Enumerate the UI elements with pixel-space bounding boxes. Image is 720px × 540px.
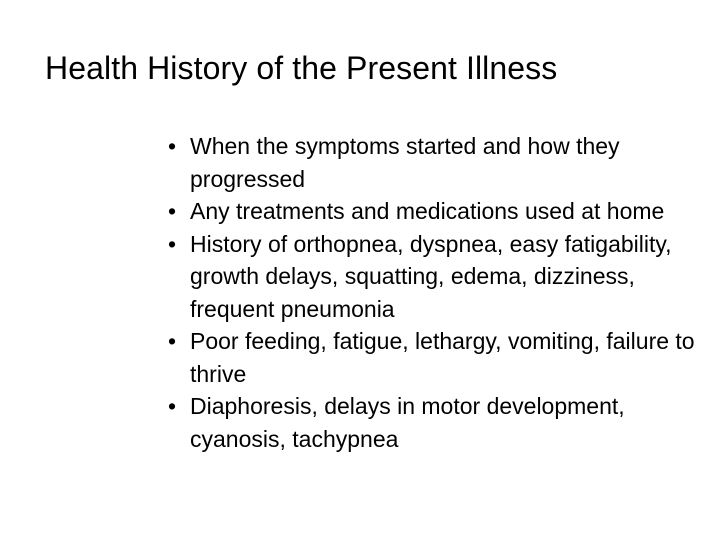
bullet-point-icon: • (167, 198, 177, 224)
bullet-point-icon: • (167, 393, 177, 419)
bullet-item (165, 390, 713, 455)
bullet-text: When the symptoms started and how they progressed (190, 133, 620, 192)
bullet-text: Diaphoresis, delays in motor development, cyanosis, tachypnea (190, 393, 625, 452)
slide-title: Health History of the Present Illness (45, 50, 558, 86)
bullet-list (165, 130, 713, 455)
bullet-text: Any treatments and medications used at home (190, 198, 665, 224)
bullet-point-icon: • (167, 230, 177, 257)
bullet-item (165, 325, 713, 390)
bullet-item (165, 195, 713, 228)
bullet-text: History of orthopnea, dyspnea, easy fatigability, growth delays, squatting, edema, dizziness, frequent pneumonia (190, 230, 672, 322)
bullet-point-icon: • (167, 328, 177, 354)
bullet-item (165, 228, 713, 326)
bullet-point-icon: • (167, 133, 177, 159)
bullet-text: Poor feeding, fatigue, lethargy, vomiting, failure to thrive (190, 328, 695, 387)
bullet-item (165, 130, 713, 195)
